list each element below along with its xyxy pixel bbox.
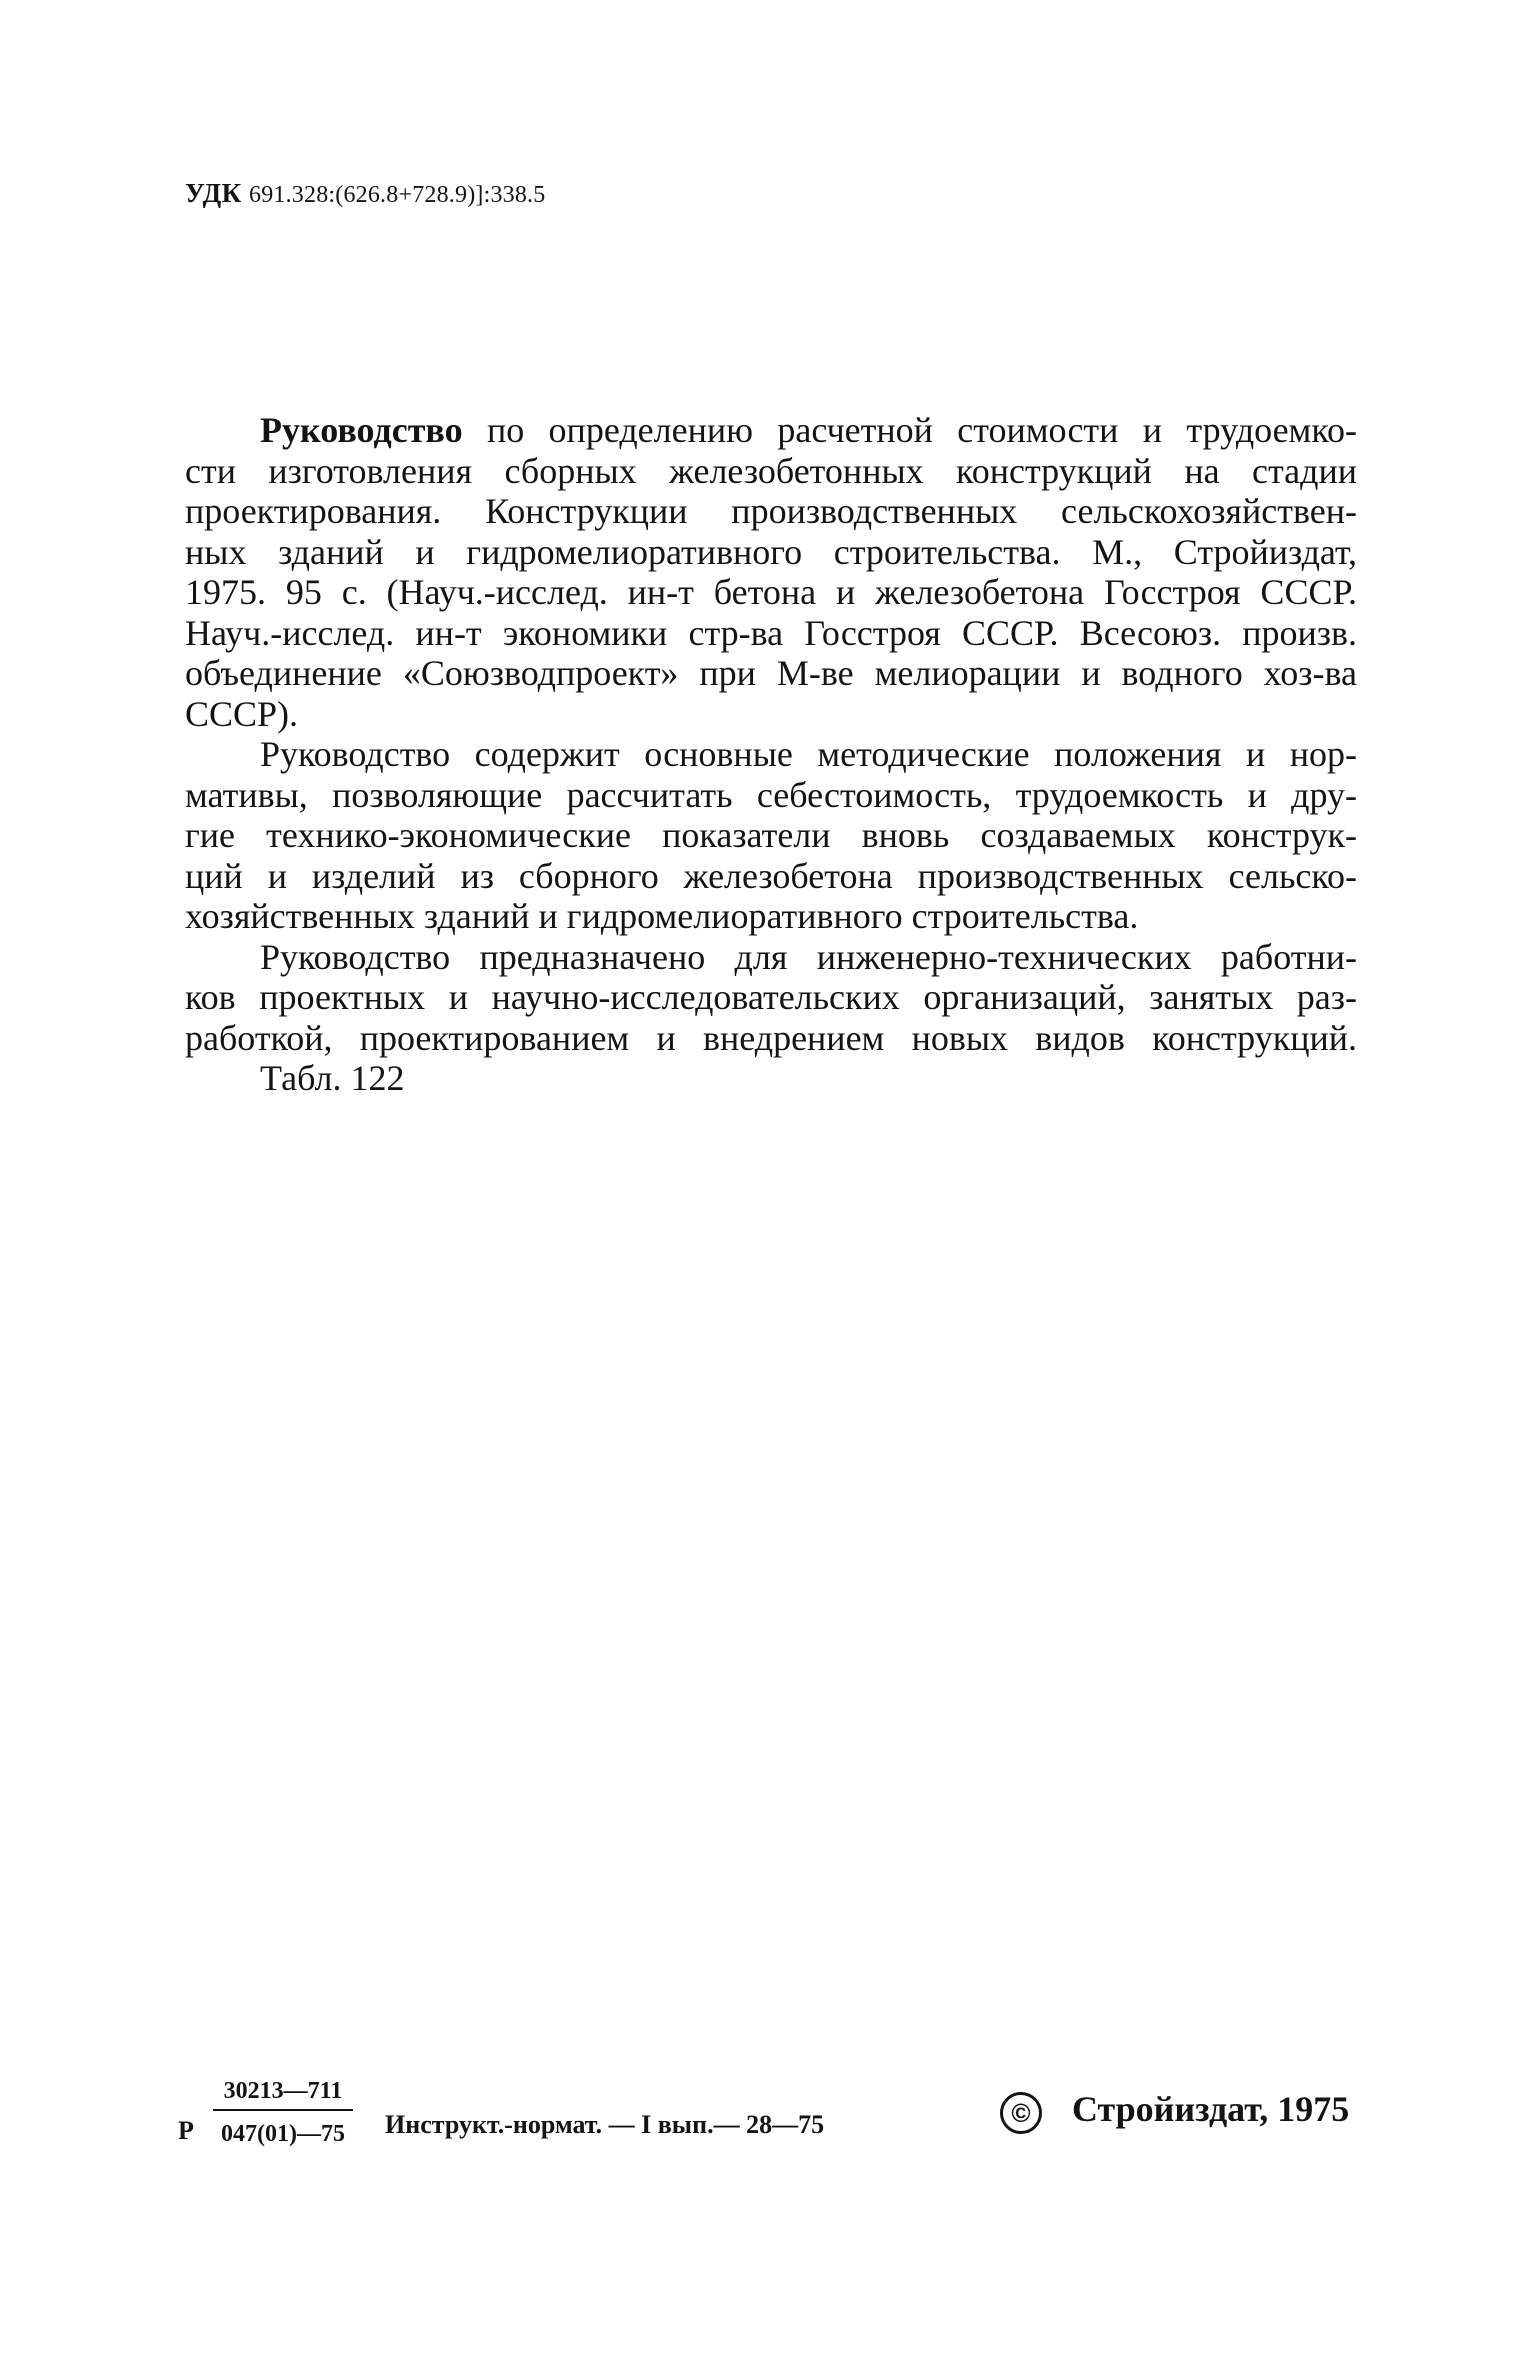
abstract-line: Руководство предназначено для инженерно-технических работни- <box>260 936 1357 977</box>
abstract-line: ций и изделий из сборного железобетона производственных сельско- <box>185 855 1357 896</box>
index-fraction <box>213 2078 353 2148</box>
abstract-text: по определению расчетной стоимости и трудоемко- <box>462 410 1357 450</box>
abstract-line: Руководство содержит основные методические положения и нор- <box>260 734 1357 774</box>
abstract <box>185 410 1357 1099</box>
abstract-line: Науч.-исслед. ин-т экономики стр-ва Госстроя СССР. Всесоюз. произв. <box>185 612 1357 653</box>
copyright <box>1000 2088 1349 2134</box>
index-letter: Р <box>178 2116 194 2145</box>
copyright-icon: © <box>1000 2092 1042 2134</box>
abstract-line: 1975. 95 с. (Науч.-исслед. ин-т бетона и железобетона Госстроя СССР. <box>185 572 1357 612</box>
abstract-line: объединение «Союзводпроект» при М-ве мелиорации и водного хоз-ва <box>185 653 1357 693</box>
index-numerator: 30213—711 <box>213 2078 353 2111</box>
abstract-line: хозяйственных зданий и гидромелиоративного строительства. <box>185 896 1139 936</box>
publication-note: Инструкт.-нормат. — I вып.— 28—75 <box>385 2110 825 2139</box>
abstract-line: мативы, позволяющие рассчитать себестоимость, трудоемкость и дру- <box>185 774 1357 815</box>
abstract-line: сти изготовления сборных железобетонных конструкций на стадии <box>185 450 1357 491</box>
index-denominator: 047(01)—75 <box>221 2121 345 2147</box>
abstract-line: Табл. 122 <box>260 1058 405 1098</box>
abstract-line: СССР). <box>185 693 299 734</box>
udk-label: УДК <box>185 178 242 208</box>
udk-code: 691.328:(626.8+728.9)]:338.5 <box>249 182 546 208</box>
publisher: Стройиздат, 1975 <box>1072 2089 1350 2129</box>
abstract-line: работкой, проектированием и внедрением новых видов конструкций. <box>185 1017 1357 1058</box>
abstract-line: ных зданий и гидромелиоративного строительства. М., Стройиздат, <box>185 531 1357 572</box>
abstract-line: проектирования. Конструкции производственных сельскохозяйствен- <box>185 491 1357 531</box>
udk-line <box>185 178 545 209</box>
lead-word: Руководство <box>260 410 463 450</box>
abstract-line <box>185 410 1357 451</box>
abstract-line: гие технико-экономические показатели вновь создаваемых конструк- <box>185 815 1357 855</box>
abstract-line: ков проектных и научно-исследовательских организаций, занятых раз- <box>185 977 1357 1017</box>
